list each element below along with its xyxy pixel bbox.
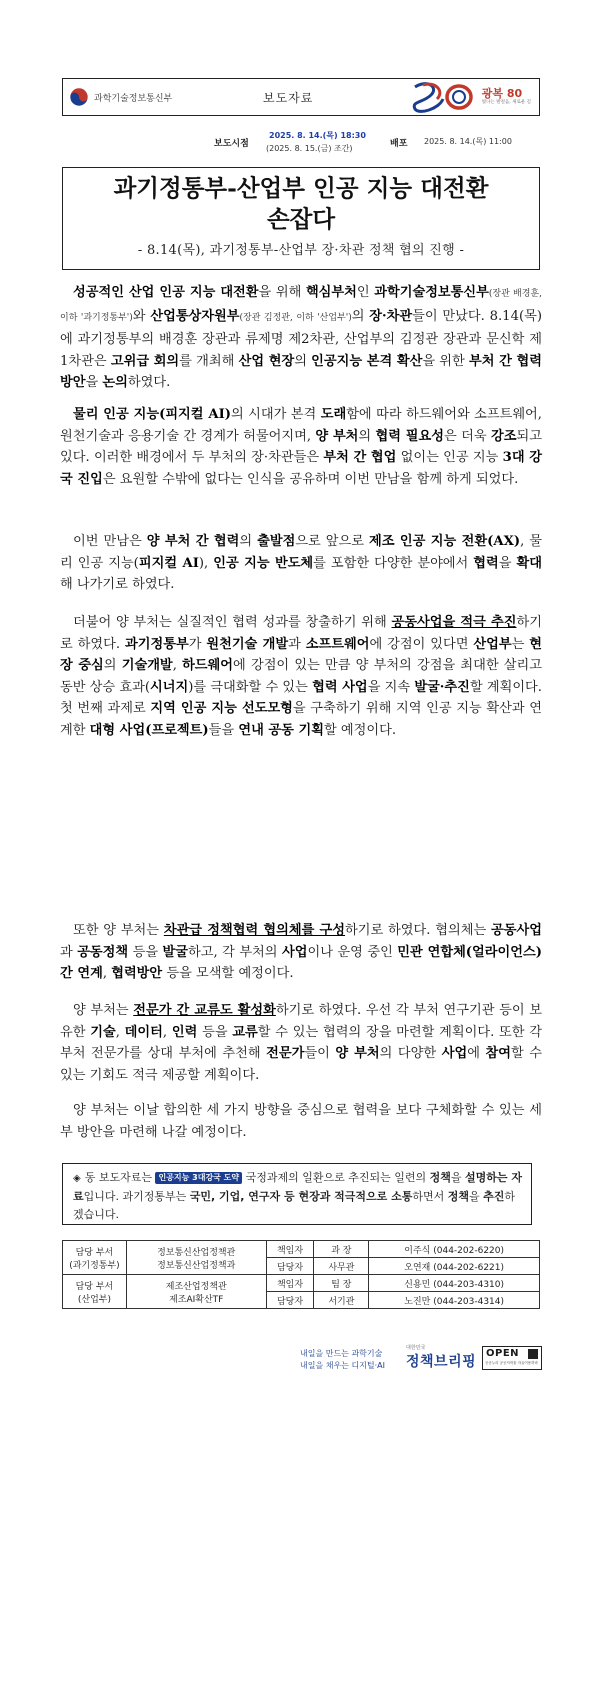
open-subtext: 공공누리 공공저작물 자유이용허락 <box>485 1361 538 1365</box>
paragraph-6: 양 부처는 전문가 간 교류도 활성화하기로 하였다. 우선 각 부처 연구기관 등이 보유한 기술, 데이터, 인력 등을 교류할 수 있는 협력의 장을 마련할 계획이다. 또한 각 부처 전문가를 상대 부처에 추천해 전문가들이 양 부처의 다양한 사업에 참여할 수 있는 기회도 적극 제공할 계획이다. <box>60 1003 543 1083</box>
notice-box: ◈ 동 보도자료는 인공지능 3대강국 도약 국정과제의 일환으로 추진되는 일련의 정책을 설명하는 자료입니다. 과기정통부는 국민, 기업, 연구자 등 현장과 적극적으로 소통하면서 정책을 추진하겠습니다. <box>62 1163 532 1225</box>
title-cell: 과 장 <box>314 1241 369 1258</box>
agenda-badge: 인공지능 3대강국 도약 <box>155 1172 242 1184</box>
headline-line-1: 과기정통부-산업부 인공 지능 대전환 <box>113 174 489 202</box>
embargo-date: 2025. 8. 14.(목) 18:30 <box>269 131 366 140</box>
person-cell: 이주식 (044-202-6220) <box>369 1241 540 1258</box>
diamond-icon: ◈ <box>73 1173 81 1184</box>
slogan-line-2: 내일을 채우는 디지털·AI <box>300 1361 386 1370</box>
distribution-date: 2025. 8. 14.(목) 11:00 <box>424 137 512 146</box>
paragraph-3: 이번 만남은 양 부처 간 협력의 출발점으로 앞으로 제조 인공 지능 전환(AX), 물리 인공 지능(피지컬 AI), 인공 지능 반도체를 포함한 다양한 분야에서 협력을 확대해 나가기로 하였다. <box>60 534 543 592</box>
footer-logos <box>300 1342 545 1382</box>
taegeuk-icon <box>69 87 89 107</box>
open-label: OPEN <box>486 1348 520 1359</box>
logo-subtext: 빛나는 발걸음, 새로운 길 <box>481 99 531 105</box>
headline-line-2: 손잡다 <box>266 205 336 233</box>
logo-text: 광복 80 <box>481 87 523 101</box>
eighty-emblem-icon <box>409 81 479 113</box>
title-cell: 팀 장 <box>314 1275 369 1292</box>
contact-table <box>62 1240 540 1309</box>
dept-cell: 담당 부서 (과기정통부) <box>63 1241 127 1275</box>
role-cell: 담당자 <box>266 1258 314 1275</box>
role-cell: 담당자 <box>266 1292 314 1309</box>
ministry-name: 과학기술정보통신부 <box>94 93 173 104</box>
release-info <box>62 130 540 160</box>
paragraph-7: 양 부처는 이날 합의한 세 가지 방향을 중심으로 협력을 보다 구체화할 수 있는 세부 방안을 마련해 나갈 예정이다. <box>60 1103 542 1140</box>
paragraph-1: 성공적인 산업 인공 지능 대전환을 위해 핵심부처인 과학기술정보통신부(장관 배경훈, 이하 '과기정통부')와 산업통상자원부(장관 김정관, 이하 '산업부')의 장·차관들이 만났다. 8.14(목)에 과기정통부의 배경훈 장관과 류제명 제2차관, 산업부의 김정관 장관과 문신학 제1차관은 고위급 회의를 개최해 산업 현장의 인공지능 본격 확산을 위한 부처 간 협력방안을 논의하였다. <box>60 285 542 390</box>
title-box <box>62 167 540 270</box>
person-cell: 신용민 (044-203-4310) <box>369 1275 540 1292</box>
unit-cell: 제조산업정책관 제조AI확산TF <box>126 1275 266 1309</box>
brand-small: 대한민국 <box>406 1345 426 1351</box>
headline <box>73 173 529 235</box>
role-cell: 책임자 <box>266 1275 314 1292</box>
slogan-line-1: 내일을 만드는 과학기술 <box>300 1349 383 1358</box>
paragraph-2: 물리 인공 지능(피지컬 AI)의 시대가 본격 도래함에 따라 하드웨어와 소프트웨어, 원천기술과 응용기술 간 경계가 허물어지며, 양 부처의 협력 필요성은 더욱 강조되고 있다. 이러한 배경에서 두 부처의 장·차관들은 부처 간 협업 없이는 인공 지능 3대 강국 진입은 요원할 수밖에 없다는 인식을 공유하며 이번 만남을 함께 하게 되었다. <box>60 407 542 487</box>
title-cell: 서기관 <box>314 1292 369 1309</box>
person-cell: 노진만 (044-203-4314) <box>369 1292 540 1309</box>
dept-cell: 담당 부서 (산업부) <box>63 1275 127 1309</box>
unit-cell: 정보통신산업정책관 정보통신산업정책과 <box>126 1241 266 1275</box>
distribution-label: 배포 <box>390 139 408 149</box>
liberation-80-logo <box>409 81 531 113</box>
role-cell: 책임자 <box>266 1241 314 1258</box>
title-cell: 사무관 <box>314 1258 369 1275</box>
slogan <box>300 1348 385 1372</box>
contact-row <box>63 1241 540 1258</box>
paragraph-4: 더불어 양 부처는 실질적인 협력 성과를 창출하기 위해 공동사업을 적극 추진하기로 하였다. 과기정통부가 원천기술 개발과 소프트웨어에 강점이 있다면 산업부는 현장 중심의 기술개발, 하드웨어에 강점이 있는 만큼 양 부처의 강점을 최대한 살리고 동반 상승 효과(시너지)를 극대화할 수 있는 협력 사업을 지속 발굴·추진할 계획이다. 첫 번째 과제로 지역 인공 지능 선도모형을 구축하기 위해 지역 인공 지능 확산과 연계한 대형 사업(프로젝트)들을 연내 공동 기획할 예정이다. <box>60 615 542 738</box>
subtitle: - 8.14(목), 과기정통부-산업부 장·차관 정책 협의 진행 - <box>137 243 465 258</box>
embargo-paper: (2025. 8. 15.(금) 조간) <box>266 144 353 153</box>
press-header <box>62 78 540 116</box>
open-license-badge <box>482 1346 542 1370</box>
policy-briefing-logo <box>406 1344 476 1371</box>
contact-row <box>63 1275 540 1292</box>
license-icon <box>528 1349 538 1359</box>
person-cell: 오연재 (044-202-6221) <box>369 1258 540 1275</box>
doc-type: 보도자료 <box>263 91 314 105</box>
brand-name: 정책브리핑 <box>406 1354 477 1370</box>
ministry-mark <box>69 87 172 107</box>
paragraph-5: 또한 양 부처는 차관급 정책협력 협의체를 구성하기로 하였다. 협의체는 공동사업과 공동정책 등을 발굴하고, 각 부처의 사업이나 운영 중인 민관 연합체(얼라이언스) 간 연계, 협력방안 등을 모색할 예정이다. <box>60 923 542 981</box>
embargo-label: 보도시점 <box>214 139 249 149</box>
